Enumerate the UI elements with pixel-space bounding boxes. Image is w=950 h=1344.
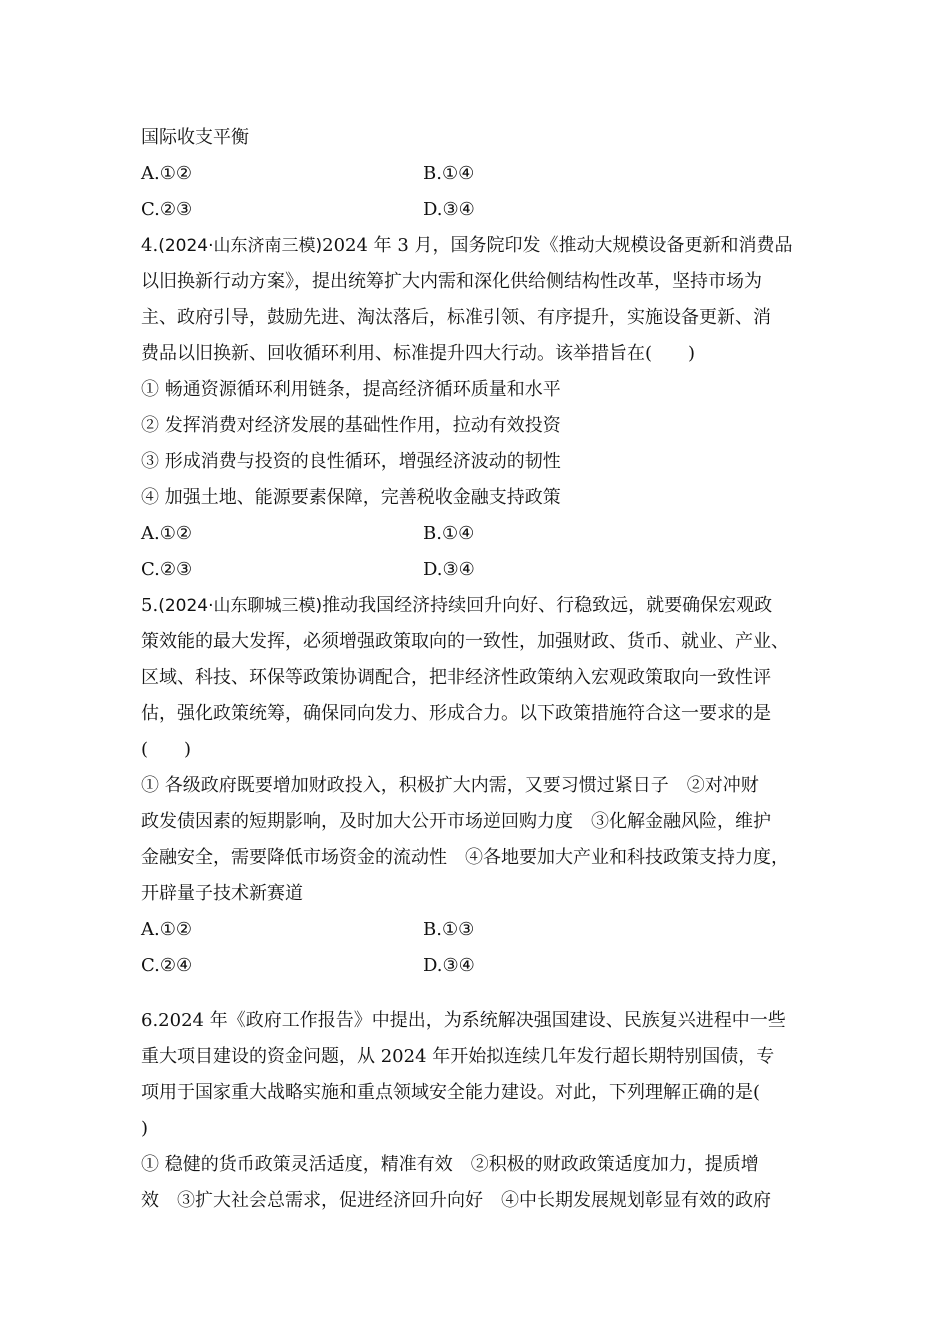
q4-option-b: B.①④ bbox=[423, 523, 475, 544]
q5-statements-line-2: 政发债因素的短期影响，及时加大公开市场逆回购力度 ③化解金融风险，维护 bbox=[141, 811, 771, 832]
q4-stem-line-2: 以旧换新行动方案》，提出统筹扩大内需和深化供给侧结构性改革，坚持市场为 bbox=[141, 271, 762, 292]
q5-statements-line-1: ① 各级政府既要增加财政投入，积极扩大内需，又要习惯过紧日子 ②对冲财 bbox=[141, 775, 759, 796]
q4-stem-line-3: 主、政府引导，鼓励先进、淘汰落后，标准引领、有序提升，实施设备更新、消 bbox=[141, 307, 771, 328]
q3-tail-text: 国际收支平衡 bbox=[141, 127, 249, 148]
q6-stem-line-1: 6.2024 年《政府工作报告》中提出，为系统解决强国建设、民族复兴进程中一些 bbox=[141, 1010, 786, 1031]
q4-source: (2024·山东济南三模) bbox=[158, 236, 323, 256]
q3-option-b: B.①④ bbox=[423, 163, 475, 184]
q4-statement-2: ② 发挥消费对经济发展的基础性作用，拉动有效投资 bbox=[141, 415, 561, 436]
q4-statement-1: ① 畅通资源循环利用链条，提高经济循环质量和水平 bbox=[141, 379, 561, 400]
q5-source: (2024·山东聊城三模) bbox=[158, 596, 323, 616]
q5-stem-line-2: 策效能的最大发挥，必须增强政策取向的一致性，加强财政、货币、就业、产业、 bbox=[141, 631, 789, 652]
q5-stem-line-1 bbox=[141, 594, 772, 618]
q5-answer-blank: ( ) bbox=[141, 739, 192, 760]
q5-stem-line-4: 估，强化政策统筹，确保同向发力、形成合力。以下政策措施符合这一要求的是 bbox=[141, 703, 771, 724]
q5-statements-line-3: 金融安全，需要降低市场资金的流动性 ④各地要加大产业和科技政策支持力度， bbox=[141, 847, 789, 868]
q5-option-c: C.②④ bbox=[141, 955, 193, 976]
q4-option-a: A.①② bbox=[141, 523, 192, 544]
q4-stem-line-1 bbox=[141, 234, 793, 258]
q6-answer-blank: ) bbox=[141, 1118, 149, 1139]
q4-statement-4: ④ 加强土地、能源要素保障，完善税收金融支持政策 bbox=[141, 487, 561, 508]
q6-statements-line-1: ① 稳健的货币政策灵活适度，精准有效 ②积极的财政政策适度加力，提质增 bbox=[141, 1154, 759, 1175]
q5-number: 5. bbox=[141, 595, 159, 616]
q4-stem-line-4: 费品以旧换新、回收循环利用、标准提升四大行动。该举措旨在( ) bbox=[141, 343, 696, 364]
q6-stem-line-3: 项用于国家重大战略实施和重点领域安全能力建设。对此，下列理解正确的是( bbox=[141, 1082, 761, 1103]
q5-statements-line-4: 开辟量子技术新赛道 bbox=[141, 883, 303, 904]
q4-option-c: C.②③ bbox=[141, 559, 193, 580]
q6-statements-line-2: 效 ③扩大社会总需求，促进经济回升向好 ④中长期发展规划彰显有效的政府 bbox=[141, 1190, 771, 1211]
q3-option-d: D.③④ bbox=[423, 199, 475, 220]
q4-option-d: D.③④ bbox=[423, 559, 475, 580]
q3-option-c: C.②③ bbox=[141, 199, 193, 220]
q5-option-b: B.①③ bbox=[423, 919, 475, 940]
q4-statement-3: ③ 形成消费与投资的良性循环，增强经济波动的韧性 bbox=[141, 451, 561, 472]
q5-stem-line-3: 区域、科技、环保等政策协调配合，把非经济性政策纳入宏观政策取向一致性评 bbox=[141, 667, 771, 688]
q5-option-a: A.①② bbox=[141, 919, 192, 940]
q3-option-a: A.①② bbox=[141, 163, 192, 184]
q5-option-d: D.③④ bbox=[423, 955, 475, 976]
q4-stem-text: 2024 年 3 月，国务院印发《推动大规模设备更新和消费品 bbox=[322, 235, 793, 256]
q6-stem-line-2: 重大项目建设的资金问题，从 2024 年开始拟连续几年发行超长期特别国债，专 bbox=[141, 1046, 775, 1067]
q5-stem-text: 推动我国经济持续回升向好、行稳致远，就要确保宏观政 bbox=[322, 595, 773, 616]
q4-number: 4. bbox=[141, 235, 159, 256]
